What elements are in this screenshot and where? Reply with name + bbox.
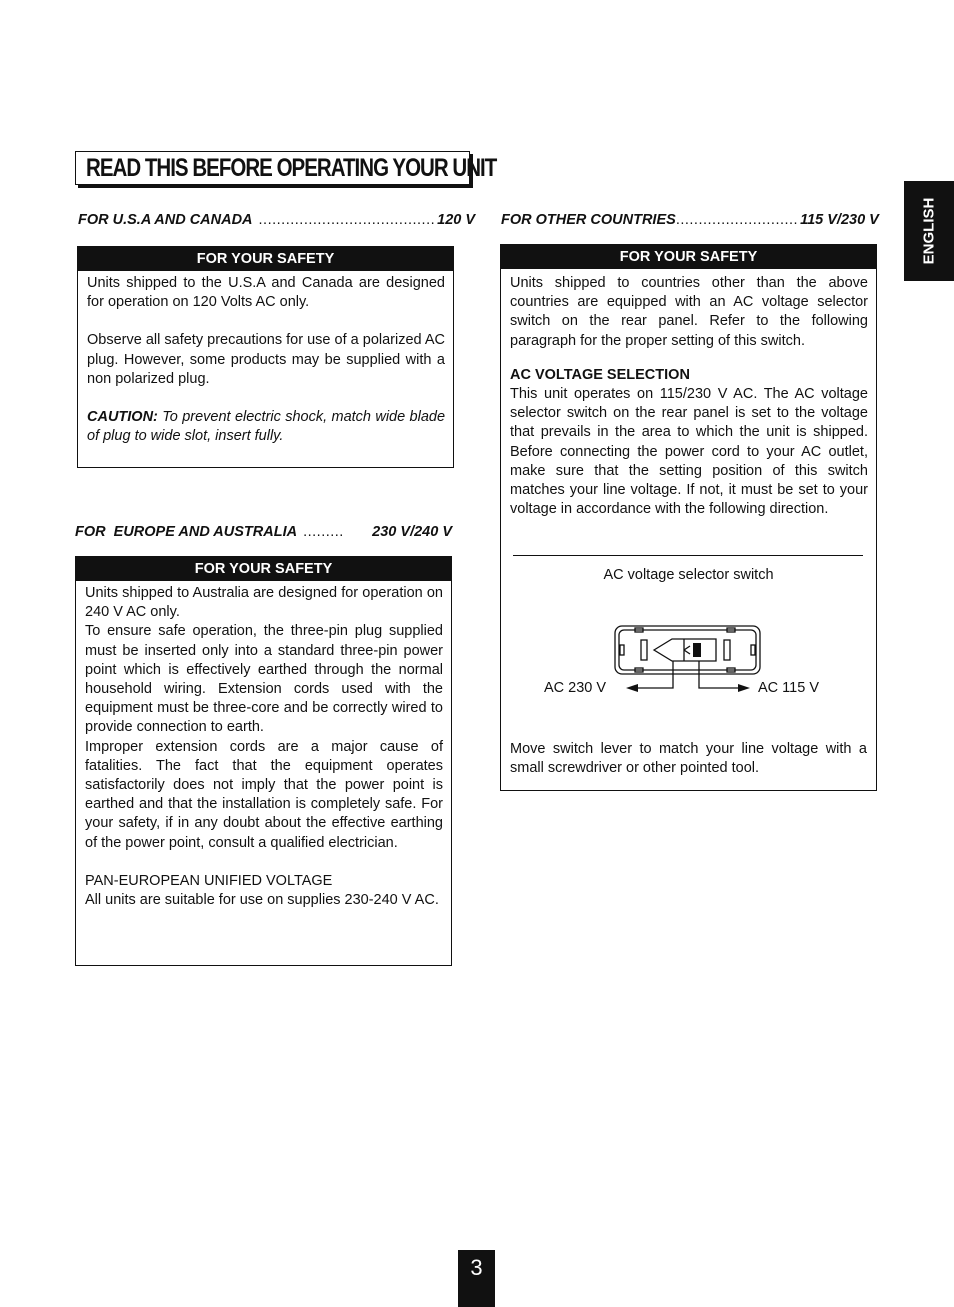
switch-lever bbox=[693, 643, 701, 657]
europe-safety-box bbox=[75, 556, 452, 966]
usa-safety-box bbox=[77, 246, 454, 468]
usa-paragraph-1: Units shipped to the U.S.A and Canada are designed for operation on 120 Volts AC only. bbox=[87, 275, 445, 311]
other-region-label: FOR OTHER COUNTRIES bbox=[501, 212, 676, 228]
usa-region-label: FOR U.S.A AND CANADA bbox=[78, 212, 253, 228]
ac-230v-label: AC 230 V bbox=[544, 680, 607, 696]
usa-safety-heading: FOR YOUR SAFETY bbox=[78, 247, 453, 271]
other-paragraph-2: This unit operates on 115/230 V AC. The AC voltage selector switch on the rear panel is set to the voltage that prevails in the area to which the unit is shipped. Before connecting the power cord to your AC outlet, make sure that the setting position of this switch matches your line voltage. If not, it must be set to your voltage in accordance with the following direction. bbox=[510, 386, 868, 518]
page-number: 3 bbox=[470, 1255, 483, 1280]
europe-voltage-title: PAN-EUROPEAN UNIFIED VOLTAGE bbox=[85, 872, 333, 889]
page-title: READ THIS BEFORE OPERATING YOUR UNIT bbox=[86, 154, 497, 182]
ac-voltage-selection-heading: AC VOLTAGE SELECTION bbox=[510, 366, 690, 383]
other-leader-dots: ........................... bbox=[675, 212, 799, 228]
language-tab-label: ENGLISH bbox=[920, 197, 938, 265]
other-voltage: 115 V/230 V bbox=[800, 212, 879, 228]
europe-leader-dots: ......... bbox=[303, 524, 344, 540]
page-number-box bbox=[458, 1250, 495, 1307]
europe-region-line bbox=[75, 524, 452, 540]
usa-voltage: 120 V bbox=[437, 212, 476, 228]
europe-region-label: FOR EUROPE AND AUSTRALIA bbox=[75, 524, 298, 540]
usa-caution bbox=[87, 408, 445, 446]
caution-text: To prevent electric shock, match wide blade of plug to wide slot, insert fully. bbox=[87, 409, 446, 445]
other-region-line bbox=[501, 212, 879, 228]
europe-voltage-text: All units are suitable for use on supplies 230-240 V AC. bbox=[85, 892, 439, 909]
other-safety-heading: FOR YOUR SAFETY bbox=[501, 245, 876, 269]
caution-label: CAUTION: bbox=[87, 409, 158, 426]
usa-leader-dots: ....................................... bbox=[258, 212, 436, 228]
usa-paragraph-2: Observe all safety precautions for use of a polarized AC plug. However, some products may be supplied with a non polarized plug. bbox=[87, 332, 445, 387]
voltage-selector-switch-diagram bbox=[600, 618, 770, 698]
language-tab bbox=[904, 181, 954, 281]
ac-115v-label: AC 115 V bbox=[758, 680, 819, 696]
europe-paragraph-1: Units shipped to Australia are designed for operation on 240 V AC only. bbox=[85, 585, 443, 621]
europe-safety-heading: FOR YOUR SAFETY bbox=[76, 557, 451, 581]
switch-instruction: Move switch lever to match your line voltage with a small screwdriver or other pointed tool. bbox=[510, 741, 867, 777]
other-safety-box bbox=[500, 244, 877, 791]
europe-paragraph-2: To ensure safe operation, the three-pin plug supplied must be inserted only into a standard three-pin power point which is effectively earthed through the normal household wiring. Extension cords used with the equipment must be three-core and be correctly wired to provide connection to earth. bbox=[85, 623, 443, 736]
other-paragraph-1: Units shipped to countries other than the above countries are equipped with an AC voltage selector switch on the rear panel. Refer to the following paragraph for the proper setting of this switch. bbox=[510, 275, 868, 349]
diagram-caption: AC voltage selector switch bbox=[603, 567, 774, 583]
europe-voltage: 230 V/240 V bbox=[372, 524, 452, 540]
usa-region-line bbox=[78, 212, 476, 228]
diagram-divider bbox=[513, 555, 863, 556]
europe-paragraph-3: Improper extension cords are a major cause of fatalities. The fact that the equipment operates satisfactorily does not imply that the power point is earthed and that the installation is completely safe. For your safety, if in any doubt about the effective earthing of the power point, consult a qualified electrician. bbox=[85, 738, 443, 851]
page-title-box bbox=[75, 151, 497, 185]
